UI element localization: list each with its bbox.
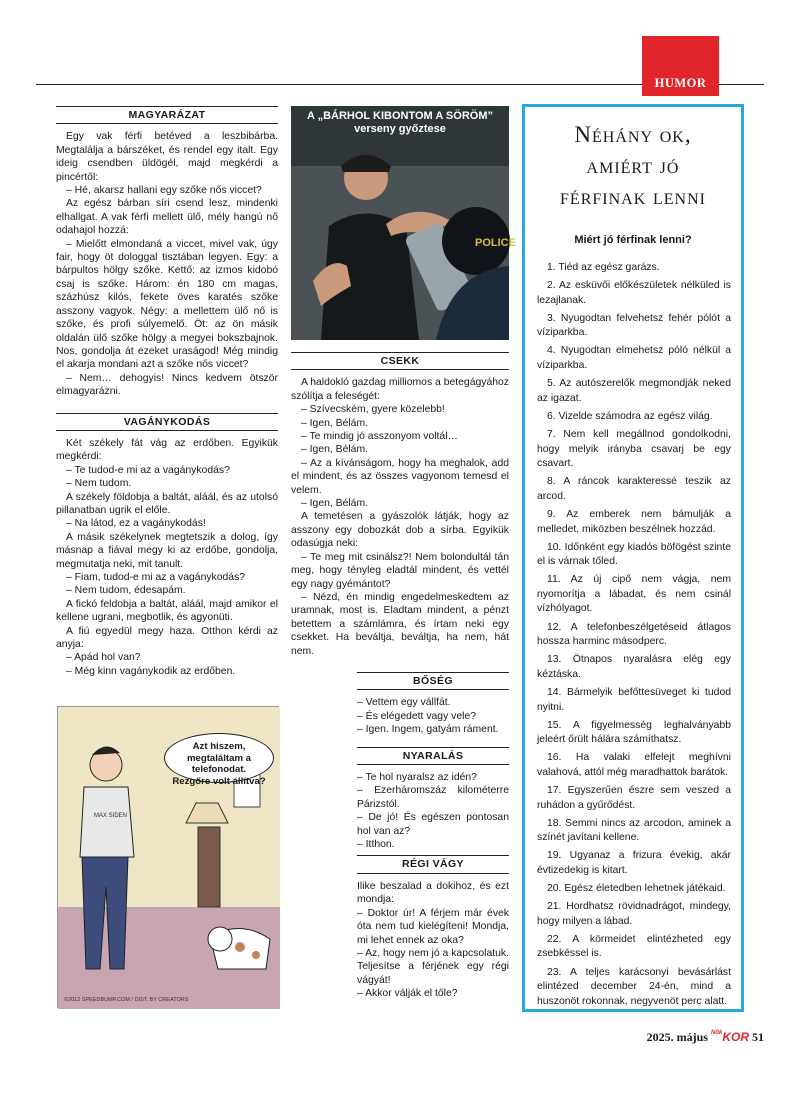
section-title-csekk: CSEKK <box>291 352 509 370</box>
page-footer <box>647 1030 764 1045</box>
speech-bubble <box>164 733 274 787</box>
box-title-line1: Néhány ok, <box>574 122 692 147</box>
page-number: 51 <box>752 1030 764 1044</box>
box-title-line3: férfinak lenni <box>560 184 706 209</box>
list-item: 1. Tiéd az egész garázs. <box>547 262 660 273</box>
list-item: 13. Ötnapos nyaralásra elég egy kéztáska. <box>537 654 731 680</box>
section-title-vagánykodás: VAGÁNYKODÁS <box>56 413 278 431</box>
paragraph: – Nem tudom. <box>66 478 132 490</box>
list-item: 8. A ráncok karakteressé teszik az arcod. <box>537 476 731 502</box>
paragraph: – Nem… dehogyis! Nincs kedvem ötször elmagyarázni. <box>56 372 278 398</box>
logo-text: KOR <box>722 1030 749 1044</box>
paragraph: – Te tudod-e mi az a vagánykodás? <box>66 464 230 476</box>
issue-date: 2025. május <box>646 1030 708 1044</box>
paragraph: – Nézd, én mindig engedelmeskedtem az uramnak, most is. Eladtam mindent, a pénzt betettem a számlámra, és írtam neki egy csekket. Ha beváltja, beváltja, ha nem, hát nem. <box>291 591 509 657</box>
box-subtitle: Miért jó férfinak lenni? <box>574 234 692 246</box>
paragraph: – Te mindig jó asszonyom voltál… <box>301 431 458 443</box>
list-item: 20. Egész életedben lehetnek játékaid. <box>547 883 726 895</box>
section-title-regi-vagy: RÉGI VÁGY <box>357 855 509 873</box>
paragraph: – Nem tudom, édesapám. <box>66 585 186 597</box>
bubble-line2: megtaláltam a telefonodat. <box>187 752 251 775</box>
paragraph: – Igen, Bélám. <box>301 498 369 510</box>
cartoon-credit: ©2012 SPEEDBUMP.COM / DIST. BY CREATORS <box>64 997 189 1003</box>
paragraph: – Te meg mit csinálsz?! Nem bolondultál tán meg, hogy tényleg eladtál mindent, és vettél egy nagy gyémántot? <box>291 551 509 590</box>
column-middle-lower <box>357 672 509 1001</box>
photo-illustration <box>291 106 516 340</box>
paragraph: – Mielőtt elmondaná a viccet, mivel vak, úgy fair, hogy öt dologgal tisztában legyen. Egy: a bárpultos hölgy szőke. Kettő: az izmos kidobó csaj is szőke. Három: én 180 cm magas, százhúsz kilós, fekete öves karatés szőke asszony vagyok. Négy: a mellettem ülő nő is szőke, és profi súlyemelő. Öt: az ön másik oldalán ülő szőke hölgy a megyei bokszbajnok. Nos, gondolja át ezeket uraságod! Még mindig el akarja mondani azt a szőke nős viccet? <box>56 238 278 371</box>
paragraph: A temetésen a gyászolók látják, hogy az asszony egy dobozkát dob a sírba. Egyikük odasúgja neki: <box>291 511 509 550</box>
joke-boseg <box>357 696 509 736</box>
joke-nyaralas <box>357 771 509 851</box>
paragraph: A másik székelynek megtetszik a dolog, így másnap a fiával megy ki az erdőbe, gondolja, megmutatja neki, mit tanult. <box>56 531 278 570</box>
paragraph: – Te hol nyaralsz az idén? <box>357 772 477 784</box>
list-item: 12. A telefonbeszélgetéseid átlagos hossza harminc másodperc. <box>537 621 731 648</box>
list-item: 6. Vizelde számodra az egész világ. <box>547 410 713 422</box>
list-item: 3. Nyugodtan felvehetsz fehér pólót a víziparkba. <box>537 312 731 339</box>
list-item: 17. Egyszerűen észre sem veszed a ruhádon a gyűrődést. <box>537 785 731 811</box>
column-middle <box>291 352 509 658</box>
paragraph: A székely földobja a baltát, aláál, és az utolsó pillanatban ugrik el előle. <box>56 491 278 516</box>
paragraph: – Apád hol van? <box>66 652 141 664</box>
joke-vagánykodás <box>56 437 278 678</box>
section-title-nyaralas: NYARALÁS <box>357 747 509 765</box>
list-item: 16. Ha valaki elfelejt meghívni valahová, attól még maradhattok barátok. <box>537 752 731 778</box>
paragraph: – Itthon. <box>357 839 395 851</box>
bubble-line1: Azt hiszem, <box>192 741 246 752</box>
list-item: 9. Az emberek nem bámulják a melledet, miközben beszélnek hozzád. <box>537 508 731 535</box>
list-item: 7. Nem kell megállnod gondolkodni, hogy melyik irányba csavarj be egy csavart. <box>537 428 731 470</box>
list-item: 22. A körmeidet elintézheted egy zsebkéssel is. <box>537 933 731 960</box>
paragraph: Az egész bárban síri csend lesz, mindenki elhallgat. A vak férfi mellett ülő, mély hangú nő odahajol hozzá: <box>56 198 278 237</box>
paragraph: – Fiam, tudod-e mi az a vagánykodás? <box>66 572 246 583</box>
section-tag-label: HUMOR <box>654 76 707 90</box>
section-tag <box>642 36 719 96</box>
joke-magyarazat <box>56 130 278 398</box>
paragraph: – Igen, Bélám. <box>301 417 369 429</box>
paragraph: – Igen. Ingem, gatyám ráment. <box>357 724 499 736</box>
paragraph: – De jó! És egészen pontosan hol van az? <box>357 812 509 837</box>
list-item: 21. Hordhatsz rövidnadrágot, mindegy, hogy milyen a lábad. <box>537 901 731 927</box>
helmet-label: POLICE <box>475 237 516 249</box>
list-item: 15. A figyelmesség leghalványabb jeleért őrült hálára számíthatsz. <box>537 719 731 746</box>
section-title-magyarazat: MAGYARÁZAT <box>56 106 278 124</box>
paragraph: – Doktor úr! A férjem már évek óta nem tud kielégíteni! Mondja, mi lehet ennek az oka? <box>357 907 509 946</box>
paragraph: Két székely fát vág az erdőben. Egyikük megkérdi: <box>56 437 278 463</box>
joke-csekk <box>291 376 509 658</box>
list-item: 18. Semmi nincs az arcodon, aminek a színét javítani kellene. <box>537 817 731 844</box>
paragraph: – Az a kívánságom, hogy ha meghalok, add el mindent, és az összes vagyonom temesd el velem. <box>291 457 509 496</box>
paragraph: – Vettem egy vállfát. <box>357 697 451 709</box>
paragraph: Egy vak férfi betéved a leszbibárba. Megtalálja a bárszéket, és rendel egy italt. Egy ideig csendben üldögél, majd megkérdi a pincértől: <box>56 131 278 183</box>
reasons-box <box>522 104 744 1012</box>
protest-photo <box>291 106 516 340</box>
box-title <box>525 119 741 212</box>
section-title-boseg: BŐSÉG <box>357 672 509 690</box>
list-item: 5. Az autószerelők megmondják neked az igazat. <box>537 378 731 404</box>
paragraph: – Szívecském, gyere közelebb! <box>301 404 445 416</box>
list-item: 10. Időnként egy kiadós böfögést szinte el is várnak tőled. <box>537 541 731 568</box>
paragraph: – Még kinn vagánykodik az erdőben. <box>66 665 236 677</box>
list-item: 11. Az új cipő nem vágja, nem nyomorítja a lábadat, és nem csinál vízhólyagot. <box>537 574 731 615</box>
paragraph: – Az, hogy nem jó a kapcsolatuk. Teljesítse a férjének egy régi vágyát! <box>357 947 509 986</box>
list-item: 2. Az esküvői előkészületek nélküled is lezajlanak. <box>537 280 731 306</box>
cartoon <box>57 706 279 1008</box>
logo-small-text: Nők <box>710 1030 723 1036</box>
photo-caption-line1: A „BÁRHOL KIBONTOM A SÖRÖM” <box>307 110 493 122</box>
list-item: 19. Ugyanaz a frizura évekig, akár évtizedekig is kitart. <box>537 850 731 876</box>
bubble-line3: Rezgőre volt állítva? <box>172 775 266 787</box>
paragraph: – Igen, Bélám. <box>301 444 369 456</box>
paragraph: – Na látod, ez a vagánykodás! <box>66 518 206 530</box>
paragraph: A fiú egyedül megy haza. Otthon kérdi az anyja: <box>56 625 278 651</box>
paragraph: A fickó feldobja a baltát, aláál, majd amikor el kellene ugrani, megbotlik, és agyonüti. <box>56 598 278 624</box>
list-item: 14. Bármelyik befőttesüveget ki tudod nyitni. <box>537 686 731 713</box>
paragraph: – És elégedett vagy vele? <box>357 710 476 722</box>
magazine-logo <box>711 1030 749 1044</box>
shirt-label: MAX SIDEN <box>94 813 128 819</box>
paragraph: A haldokló gazdag milliomos a betegágyához szólítja a feleségét: <box>291 377 509 402</box>
paragraph: – Hé, akarsz hallani egy szőke nős viccet? <box>66 185 262 197</box>
joke-regi-vagy <box>357 880 509 1001</box>
column-left <box>56 106 278 678</box>
box-title-line2: amiért jó <box>586 153 680 178</box>
photo-caption <box>291 110 509 136</box>
list-item: 4. Nyugodtan elmehetsz póló nélkül a víziparkba. <box>537 345 731 372</box>
paragraph: – Ezerháromszáz kilométerre Párizstól. <box>357 785 509 810</box>
paragraph: Ilike beszalad a dokihoz, és ezt mondja: <box>357 880 509 906</box>
photo-caption-line2: verseny győztese <box>354 123 446 135</box>
list-item: 23. A teljes karácsonyi bevásárlást elintézed december 24-én, mind a huszonöt rokonnak, negyvenöt perc alatt. <box>537 966 731 1007</box>
paragraph: – Akkor válják el tőle? <box>357 988 458 1000</box>
reasons-list <box>525 261 741 1009</box>
